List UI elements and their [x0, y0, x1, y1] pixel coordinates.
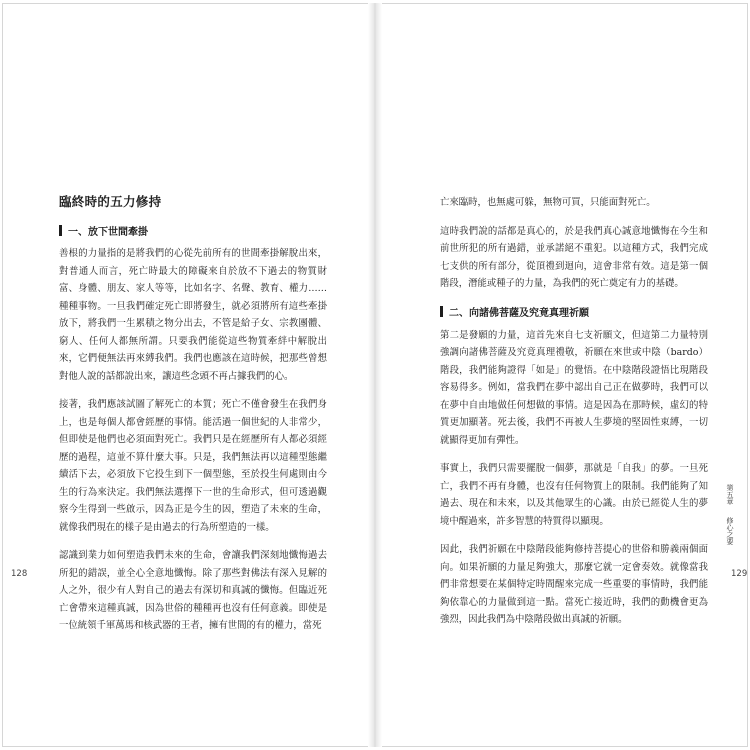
page-number-left: 128 [11, 569, 28, 579]
paragraph: 事實上，我們只需要擺脫一個夢，那就是「自我」的夢。一旦死亡，我們不再有身體，也沒有任何物質上的限制。我們能夠了知過去、現在和未來，以及其他眾生的心識。由於已經從人生的夢境中醒過來，許多智慧的特質得以顯現。 [440, 463, 708, 527]
paragraph: 這時我們說的話都是真心的，於是我們真心誠意地懺悔在今生和前世所犯的所有過錯，並承諾絕不重犯。以這種方式，我們完成七支供的所有部分，從頂禮到迴向，這會非常有效。這是第一個階段，潛能或種子的力量，為我們的死亡奠定有力的基礎。 [440, 225, 708, 289]
chapter-side-tab [716, 484, 734, 545]
section-heading-2 [440, 304, 708, 319]
left-page-body [59, 192, 327, 646]
paragraph: 因此，我們祈願在中陰階段能夠修持菩提心的世俗和勝義兩個面向。如果祈願的力量足夠強大，那麼它就一定會奏效。就像當我們非常想要在某個特定時間醒來完成一些重要的事情時，我們能夠依靠心的力量做到這一點。當死亡接近時，我們的動機會更為強烈，因此我們為中陰階段做出真誠的祈願。 [440, 544, 708, 625]
paragraph: 認識到業力如何塑造我們未來的生命，會讓我們深刻地懺悔過去所犯的錯誤，並全心全意地懺悔。除了那些對佛法有深入見解的人之外，很少有人對自己的過去有深切和真誠的懺悔。但臨近死亡會帶來這種真誠，因為世俗的種種再也沒有任何意義。即使是一位統領千軍萬馬和核武器的王者，擁有世間的有的權力，當死 [59, 550, 327, 631]
book-gutter [368, 3, 382, 747]
right-page-body [440, 194, 708, 640]
right-page [378, 3, 748, 747]
paragraph: 善根的力量指的是將我們的心從先前所有的世間牽掛解脫出來，對普通人而言，死亡時最大的障礙來自於放不下過去的物質財富、身體、朋友、家人等等，比如名字、名聲、教育、權力……種種事物。一旦我們確定死亡即將發生，就必須將所有這些牽掛放下，將我們一生累積之物分出去，不管是給子女、宗教團體、窮人、任何人都無所謂。只要我們能從這些物質牽絆中解脫出來，它們便無法再來縛我們。我們也應該在這時候，把那些曾想對他人說的話都說出來，讓這些念頭不再占據我們的心。 [59, 248, 327, 382]
section-heading-1-text: 一、放下世間牽掛 [68, 227, 148, 238]
section-heading-1 [59, 223, 327, 238]
section-heading-2-text: 二、向諸佛菩薩及究竟真理祈願 [449, 307, 589, 319]
paragraph: 接著，我們應該試圖了解死亡的本質；死亡不僅會發生在我們身上，也是每個人都會經歷的事情。能活過一個世紀的人非常少，但即使是他們也必須面對死亡。我們只是在經歷所有人都必須經歷的過程，這並不算什麼大事。只是，我們無法再以這種型態繼續活下去，必須放下它投生到下一個型態，至於投生何處則由今生的行為來決定。我們無法選擇下一世的生命形式，但可透過觀察今生得到一些啟示，因為正是今生的因，塑造了未來的生命，就像我們現在的樣子是由過去的行為所塑造的一樣。 [59, 399, 327, 533]
paragraph: 亡來臨時，也無處可躲，無物可買，只能面對死亡。 [440, 197, 656, 208]
chapter-title: 臨終時的五力修持 [59, 194, 162, 209]
heading-bar-icon [59, 225, 62, 236]
heading-bar-icon [440, 306, 443, 317]
page-number-right: 129 [731, 569, 748, 579]
side-tab-chapter: 第五章 [726, 484, 734, 505]
side-tab-title: 修心之要 [726, 517, 734, 546]
left-page [2, 3, 372, 747]
paragraph: 第二是發願的力量，這首先來自七支祈願文，但這第二力量特別強調向諸佛菩薩及究竟真理禮敬，祈願在來世或中陰（bardo）階段，我們能夠證得「如是」的覺悟。在中陰階段證悟比現階段容易得多。例如，當我們在夢中認出自己正在做夢時，我們可以在夢中自由地做任何想做的事情。這是因為在那時候，虛幻的特質更加顯著。死去後，我們不再被人生夢境的堅固性束縛，一切就顯得更加有彈性。 [440, 329, 708, 446]
